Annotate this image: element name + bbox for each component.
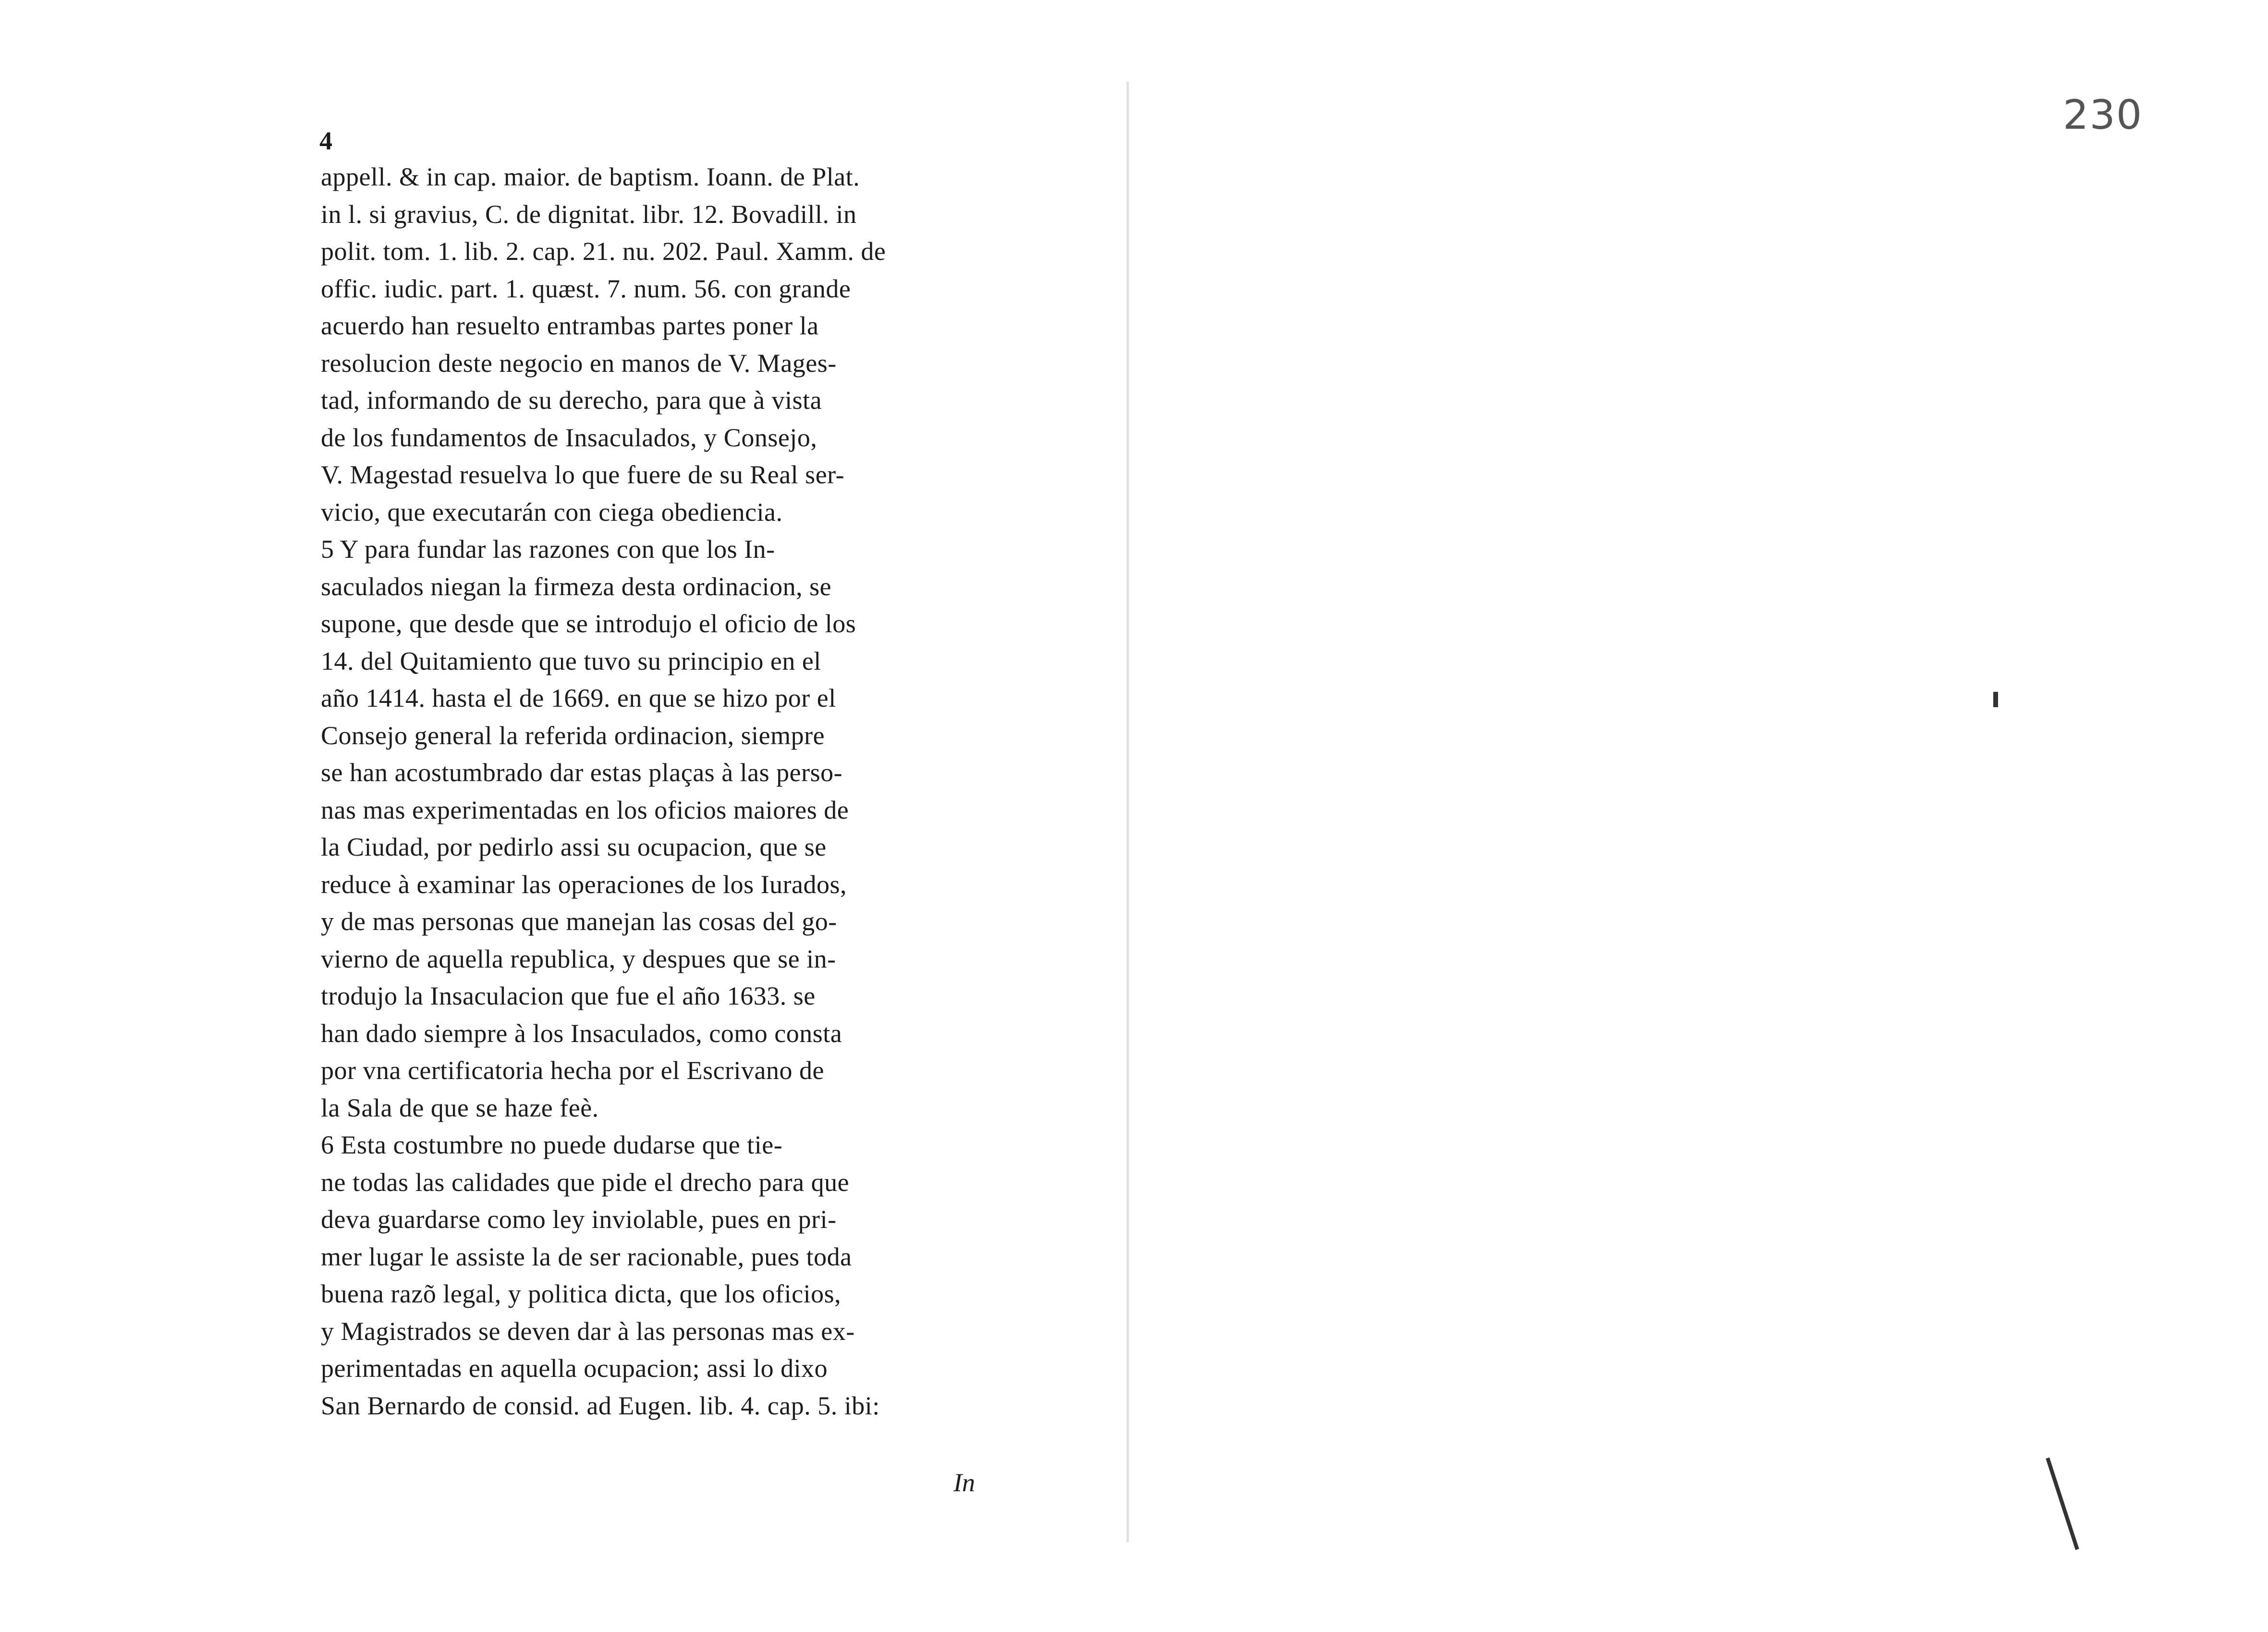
- text-line: trodujo la Insaculacion que fue el año 1633. se: [321, 982, 816, 1010]
- text-line: reduce à examinar las operaciones de los Iurados,: [321, 870, 847, 899]
- text-line: resolucion deste negocio en manos de V. Mages-: [321, 348, 837, 378]
- text-line: año 1414. hasta el de 1669. en que se hizo por el: [321, 684, 836, 712]
- book-gutter: [1126, 82, 1129, 1542]
- text-line: se han acostumbrado dar estas plaças à las perso-: [321, 758, 843, 787]
- text-line: mer lugar le assiste la de ser racionable, pues toda: [321, 1242, 852, 1271]
- text-line: 6 Esta costumbre no puede dudarse que tie-: [321, 1130, 783, 1159]
- text-line: perimentadas en aquella ocupacion; assi lo dixo: [321, 1354, 828, 1383]
- text-line: buena razõ legal, y politica dicta, que los oficios,: [321, 1279, 841, 1308]
- right-page: [1134, 0, 2268, 1632]
- text-line: por vna certificatoria hecha por el Escrivano de: [321, 1056, 824, 1085]
- left-text-column: [321, 159, 991, 1424]
- text-line: V. Magestad resuelva lo que fuere de su Real ser-: [321, 460, 845, 489]
- text-line: deva guardarse como ley inviolable, pues en pri-: [321, 1205, 837, 1234]
- text-line: han dado siempre à los Insaculados, como consta: [321, 1018, 842, 1048]
- text-line: la Sala de que se haze feè.: [321, 1093, 599, 1122]
- text-line: acuerdo han resuelto entrambas partes poner la: [321, 311, 819, 340]
- text-line: y de mas personas que manejan las cosas del go-: [321, 907, 837, 936]
- text-line: nas mas experimentadas en los oficios maiores de: [321, 795, 849, 824]
- ink-dot-mark: [1993, 692, 1998, 707]
- text-line: 5 Y para fundar las razones con que los In-: [321, 535, 775, 564]
- text-line: de los fundamentos de Insaculados, y Consejo,: [321, 423, 817, 452]
- handwritten-folio-number: 230: [2063, 91, 2143, 138]
- text-line: in l. si gravius, C. de dignitat. libr. 12. Bovadill. in: [321, 199, 857, 229]
- text-line: San Bernardo de consid. ad Eugen. lib. 4. cap. 5. ibi:: [321, 1391, 880, 1420]
- text-line: polit. tom. 1. lib. 2. cap. 21. nu. 202. Paul. Xamm. de: [321, 237, 886, 266]
- left-catchword: In: [953, 1468, 975, 1497]
- text-line: supone, que desde que se introdujo el oficio de los: [321, 609, 856, 638]
- text-line: appell. & in cap. maior. de baptism. Ioann. de Plat.: [321, 162, 860, 191]
- text-line: saculados niegan la firmeza desta ordinacion, se: [321, 572, 832, 601]
- text-line: tad, informando de su derecho, para que à vista: [321, 386, 822, 415]
- left-page-number: 4: [319, 126, 332, 155]
- text-line: Consejo general la referida ordinacion, siempre: [321, 721, 825, 750]
- text-line: vicio, que executarán con ciega obediencia.: [321, 497, 783, 527]
- text-line: 14. del Quitamiento que tuvo su principio en el: [321, 646, 821, 675]
- text-line: offic. iudic. part. 1. quæst. 7. num. 56. con grande: [321, 274, 851, 303]
- text-line: y Magistrados se deven dar à las personas mas ex-: [321, 1316, 855, 1346]
- text-line: la Ciudad, por pedirlo assi su ocupacion, que se: [321, 833, 827, 861]
- text-line: vierno de aquella republica, y despues que se in-: [321, 944, 836, 973]
- text-line: ne todas las calidades que pide el drecho para que: [321, 1167, 850, 1197]
